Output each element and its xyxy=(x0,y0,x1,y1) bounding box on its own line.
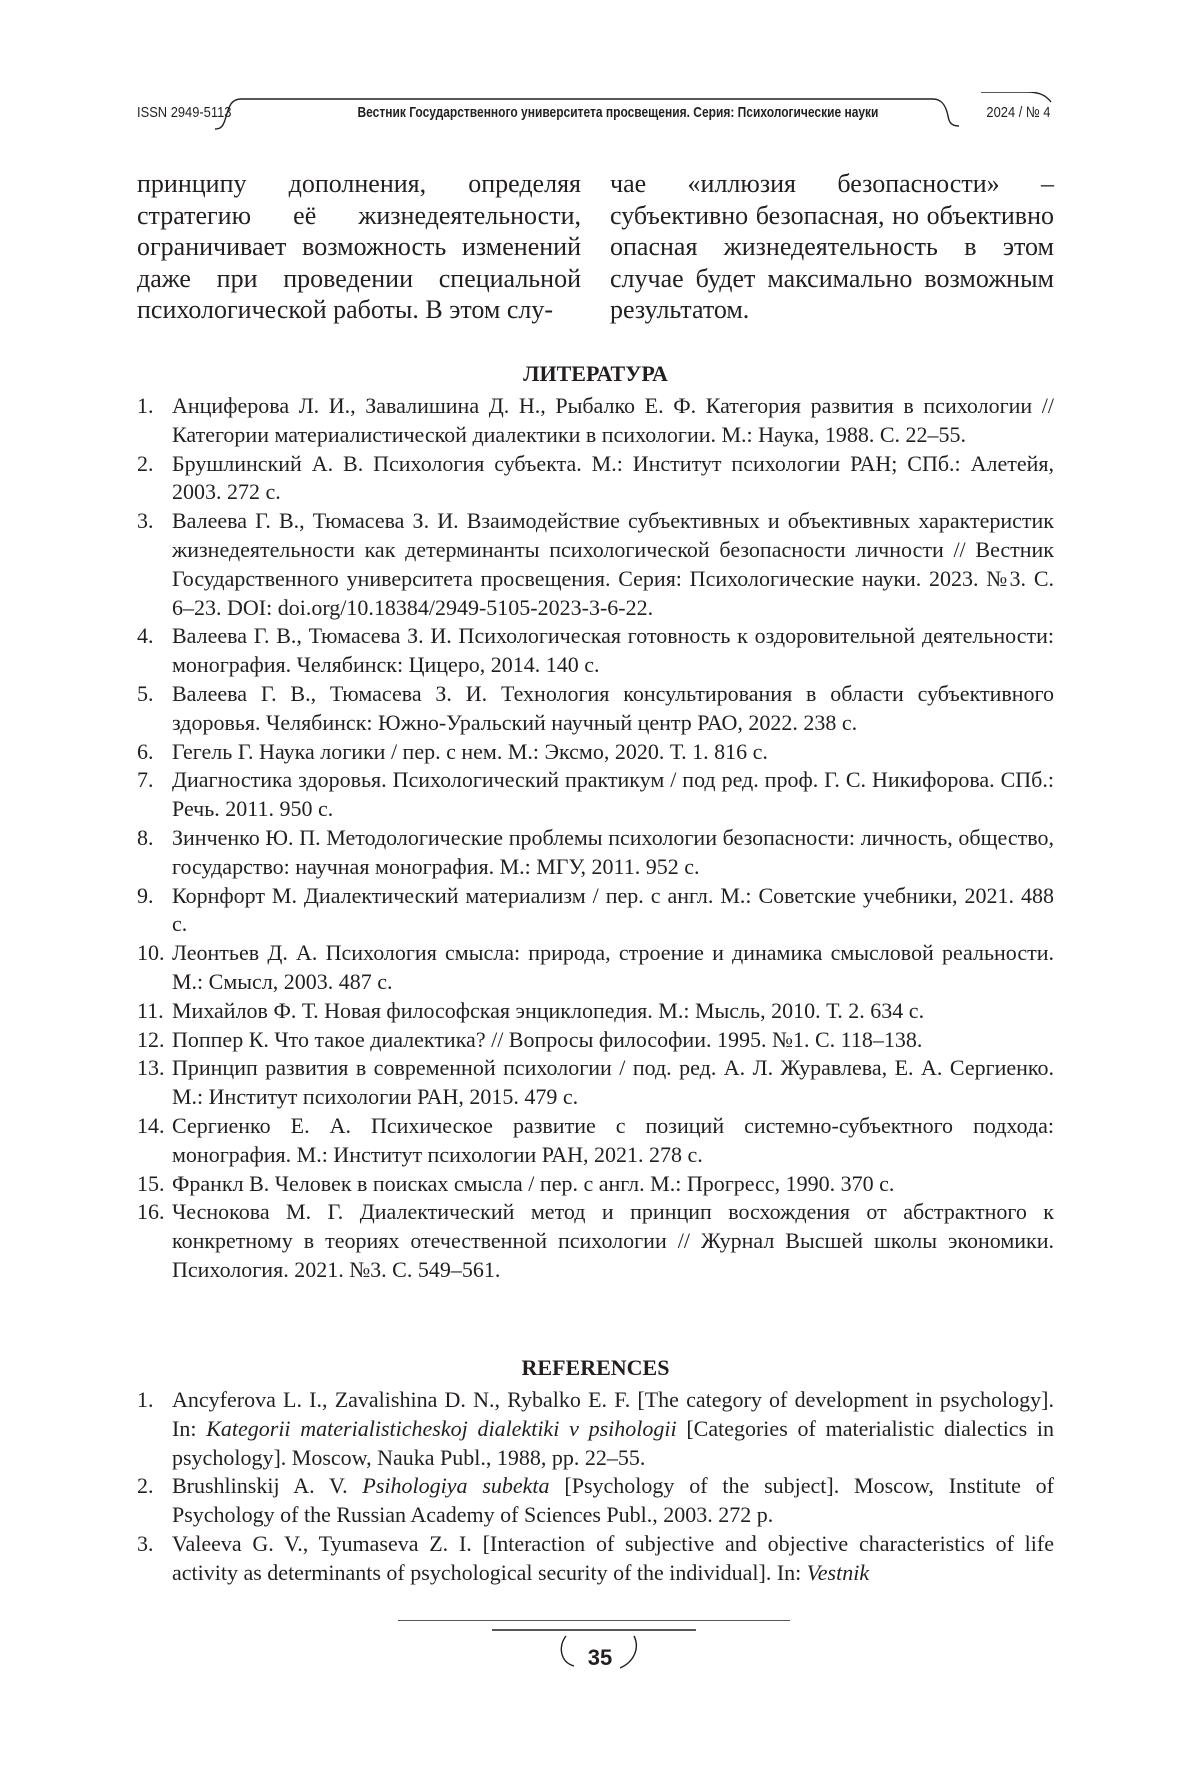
item-text: Брушлинский А. В. Психология субъекта. М.: Институт психологии РАН; СПб.: Алетейя, 2003. 272 с. xyxy=(172,451,1054,505)
item-number: 6. xyxy=(137,738,154,767)
item-number: 15. xyxy=(137,1170,165,1199)
intro-left-paragraph: принципу дополнения, определяя стратегию её жизнедеятельности, ограничивает возможность изменений даже при проведении специальной психологической работы. В этом слу- xyxy=(137,168,581,326)
item-number: 9. xyxy=(137,882,154,911)
references-title: REFERENCES xyxy=(137,1354,1054,1382)
item-text: Зинченко Ю. П. Методологические проблемы психологии безопасности: личность, общество, государство: научная монография. М.: МГУ, 2011. 952 с. xyxy=(172,825,1054,879)
page-number: 35 xyxy=(565,1645,635,1671)
item-number: 12. xyxy=(137,1026,165,1055)
item-text: Валеева Г. В., Тюмасева З. И. Технология консультирования в области субъективного здоровья. Челябинск: Южно-Уральский научный центр РАО, 2022. 238 с. xyxy=(172,681,1054,735)
item-number: 3. xyxy=(137,1530,154,1559)
literature-title: ЛИТЕРАТУРА xyxy=(137,360,1054,388)
item-number: 14. xyxy=(137,1112,165,1141)
literature-item xyxy=(137,997,1054,1026)
item-number: 16. xyxy=(137,1198,165,1227)
item-number: 13. xyxy=(137,1054,165,1083)
item-text: Диагностика здоровья. Психологический практикум / под ред. проф. Г. С. Никифорова. СПб.: Речь. 2011. 950 с. xyxy=(172,767,1054,821)
literature-item xyxy=(137,738,1054,767)
item-text-post: [Psychology of the subject]. Moscow, Institute of Psychology of the Russian Academy of Sciences Publ., 2003. 272 p. xyxy=(172,1473,1054,1527)
item-text-post: [Categories of materialistic dialectics in psychology]. Moscow, Nauka Publ., 1988, pp. 22–55. xyxy=(172,1416,1054,1470)
item-number: 2. xyxy=(137,450,154,479)
item-number: 2. xyxy=(137,1472,154,1501)
item-number: 11. xyxy=(137,997,164,1026)
item-text: Леонтьев Д. А. Психология смысла: природа, строение и динамика смысловой реальности. М.: Смысл, 2003. 487 с. xyxy=(172,940,1054,994)
item-text: Валеева Г. В., Тюмасева З. И. Психологическая готовность к оздоровительной деятельности: монография. Челябинск: Цицеро, 2014. 140 с. xyxy=(172,623,1054,677)
references-list xyxy=(137,1386,1054,1588)
item-number: 3. xyxy=(137,507,154,536)
item-text: Поппер К. Что такое диалектика? // Вопросы философии. 1995. №1. С. 118–138. xyxy=(172,1027,922,1052)
item-text: Чеснокова М. Г. Диалектический метод и принцип восхождения от абстрактного к конкретному в теориях отечественной психологии // Журнал Высшей школы экономики. Психология. 2021. №3. С. 549–561. xyxy=(172,1199,1054,1282)
item-number: 4. xyxy=(137,622,154,651)
item-text-pre: Valeeva G. V., Tyumaseva Z. I. [Interaction of subjective and objective characteristics of life activity as determinants of psychological security of the individual]. In: xyxy=(172,1531,1054,1585)
literature-list xyxy=(137,392,1054,1285)
literature-item xyxy=(137,392,1054,450)
item-text-italic: Kategorii materialisticheskoj dialektiki v psihologii xyxy=(206,1416,676,1441)
item-text: Михайлов Ф. Т. Новая философская энциклопедия. М.: Мысль, 2010. Т. 2. 634 с. xyxy=(172,998,924,1023)
item-number: 1. xyxy=(137,392,154,421)
item-number: 7. xyxy=(137,766,154,795)
intro-text xyxy=(137,168,1054,326)
running-header xyxy=(137,92,1054,142)
intro-right-column xyxy=(610,168,1054,326)
item-text-italic: Psihologiya subekta xyxy=(362,1473,549,1498)
literature-item xyxy=(137,1054,1054,1112)
literature-item xyxy=(137,680,1054,738)
literature-item xyxy=(137,1026,1054,1055)
literature-item xyxy=(137,450,1054,508)
item-text: Принцип развития в современной психологии / под. ред. А. Л. Журавлева, Е. А. Сергиенко. М.: Институт психологии РАН, 2015. 479 с. xyxy=(172,1055,1054,1109)
reference-item xyxy=(137,1472,1054,1530)
item-number: 1. xyxy=(137,1386,154,1415)
issn: ISSN 2949-5113 xyxy=(137,104,231,121)
item-text-pre: Brushlinskij A. V. xyxy=(172,1473,362,1498)
literature-item xyxy=(137,882,1054,940)
literature-item xyxy=(137,507,1054,622)
literature-item xyxy=(137,1198,1054,1284)
literature-item xyxy=(137,622,1054,680)
literature-item xyxy=(137,1170,1054,1199)
intro-left-column xyxy=(137,168,581,326)
item-text: Валеева Г. В., Тюмасева З. И. Взаимодействие субъективных и объективных характеристик жизнедеятельности как детерминанты психологической безопасности личности // Вестник Государственного университета просвещения. Серия: Психологические науки. 2023. №3. С. 6–23. DOI: doi.org/10.18384/2949-5105-2023-3-6-22. xyxy=(172,508,1054,619)
literature-item xyxy=(137,824,1054,882)
item-number: 8. xyxy=(137,824,154,853)
item-number: 10. xyxy=(137,939,165,968)
item-text: Сергиенко Е. А. Психическое развитие с позиций системно-субъектного подхода: монография. М.: Институт психологии РАН, 2021. 278 с. xyxy=(172,1113,1054,1167)
literature-item xyxy=(137,766,1054,824)
literature-item xyxy=(137,1112,1054,1170)
item-text: Гегель Г. Наука логики / пер. с нем. М.: Эксмо, 2020. Т. 1. 816 с. xyxy=(172,739,768,764)
item-number: 5. xyxy=(137,680,154,709)
item-text-pre: Ancyferova L. I., Zavalishina D. N., Rybalko E. F. [The category of development in psychology]. In: xyxy=(172,1387,1054,1441)
item-text: Анциферова Л. И., Завалишина Д. Н., Рыбалко Е. Ф. Категория развития в психологии // Категории материалистической диалектики в психологии. М.: Наука, 1988. С. 22–55. xyxy=(172,393,1054,447)
item-text: Франкл В. Человек в поисках смысла / пер. с англ. М.: Прогресс, 1990. 370 с. xyxy=(172,1171,894,1196)
item-text-italic: Vestnik xyxy=(807,1560,869,1585)
reference-item xyxy=(137,1386,1054,1472)
year-issue: 2024 / № 4 xyxy=(986,104,1050,121)
journal-title: Вестник Государственного университета просвещения. Серия: Психологические науки xyxy=(358,104,842,121)
item-text: Корнфорт М. Диалектический материализм / пер. с англ. М.: Советские учебники, 2021. 488 с. xyxy=(172,883,1054,937)
literature-item xyxy=(137,939,1054,997)
intro-right-paragraph: чае «иллюзия безопасности» – субъективно безопасная, но объективно опасная жизнедеятельность в этом случае будет максимально возможным результатом. xyxy=(610,168,1054,326)
reference-item xyxy=(137,1530,1054,1588)
